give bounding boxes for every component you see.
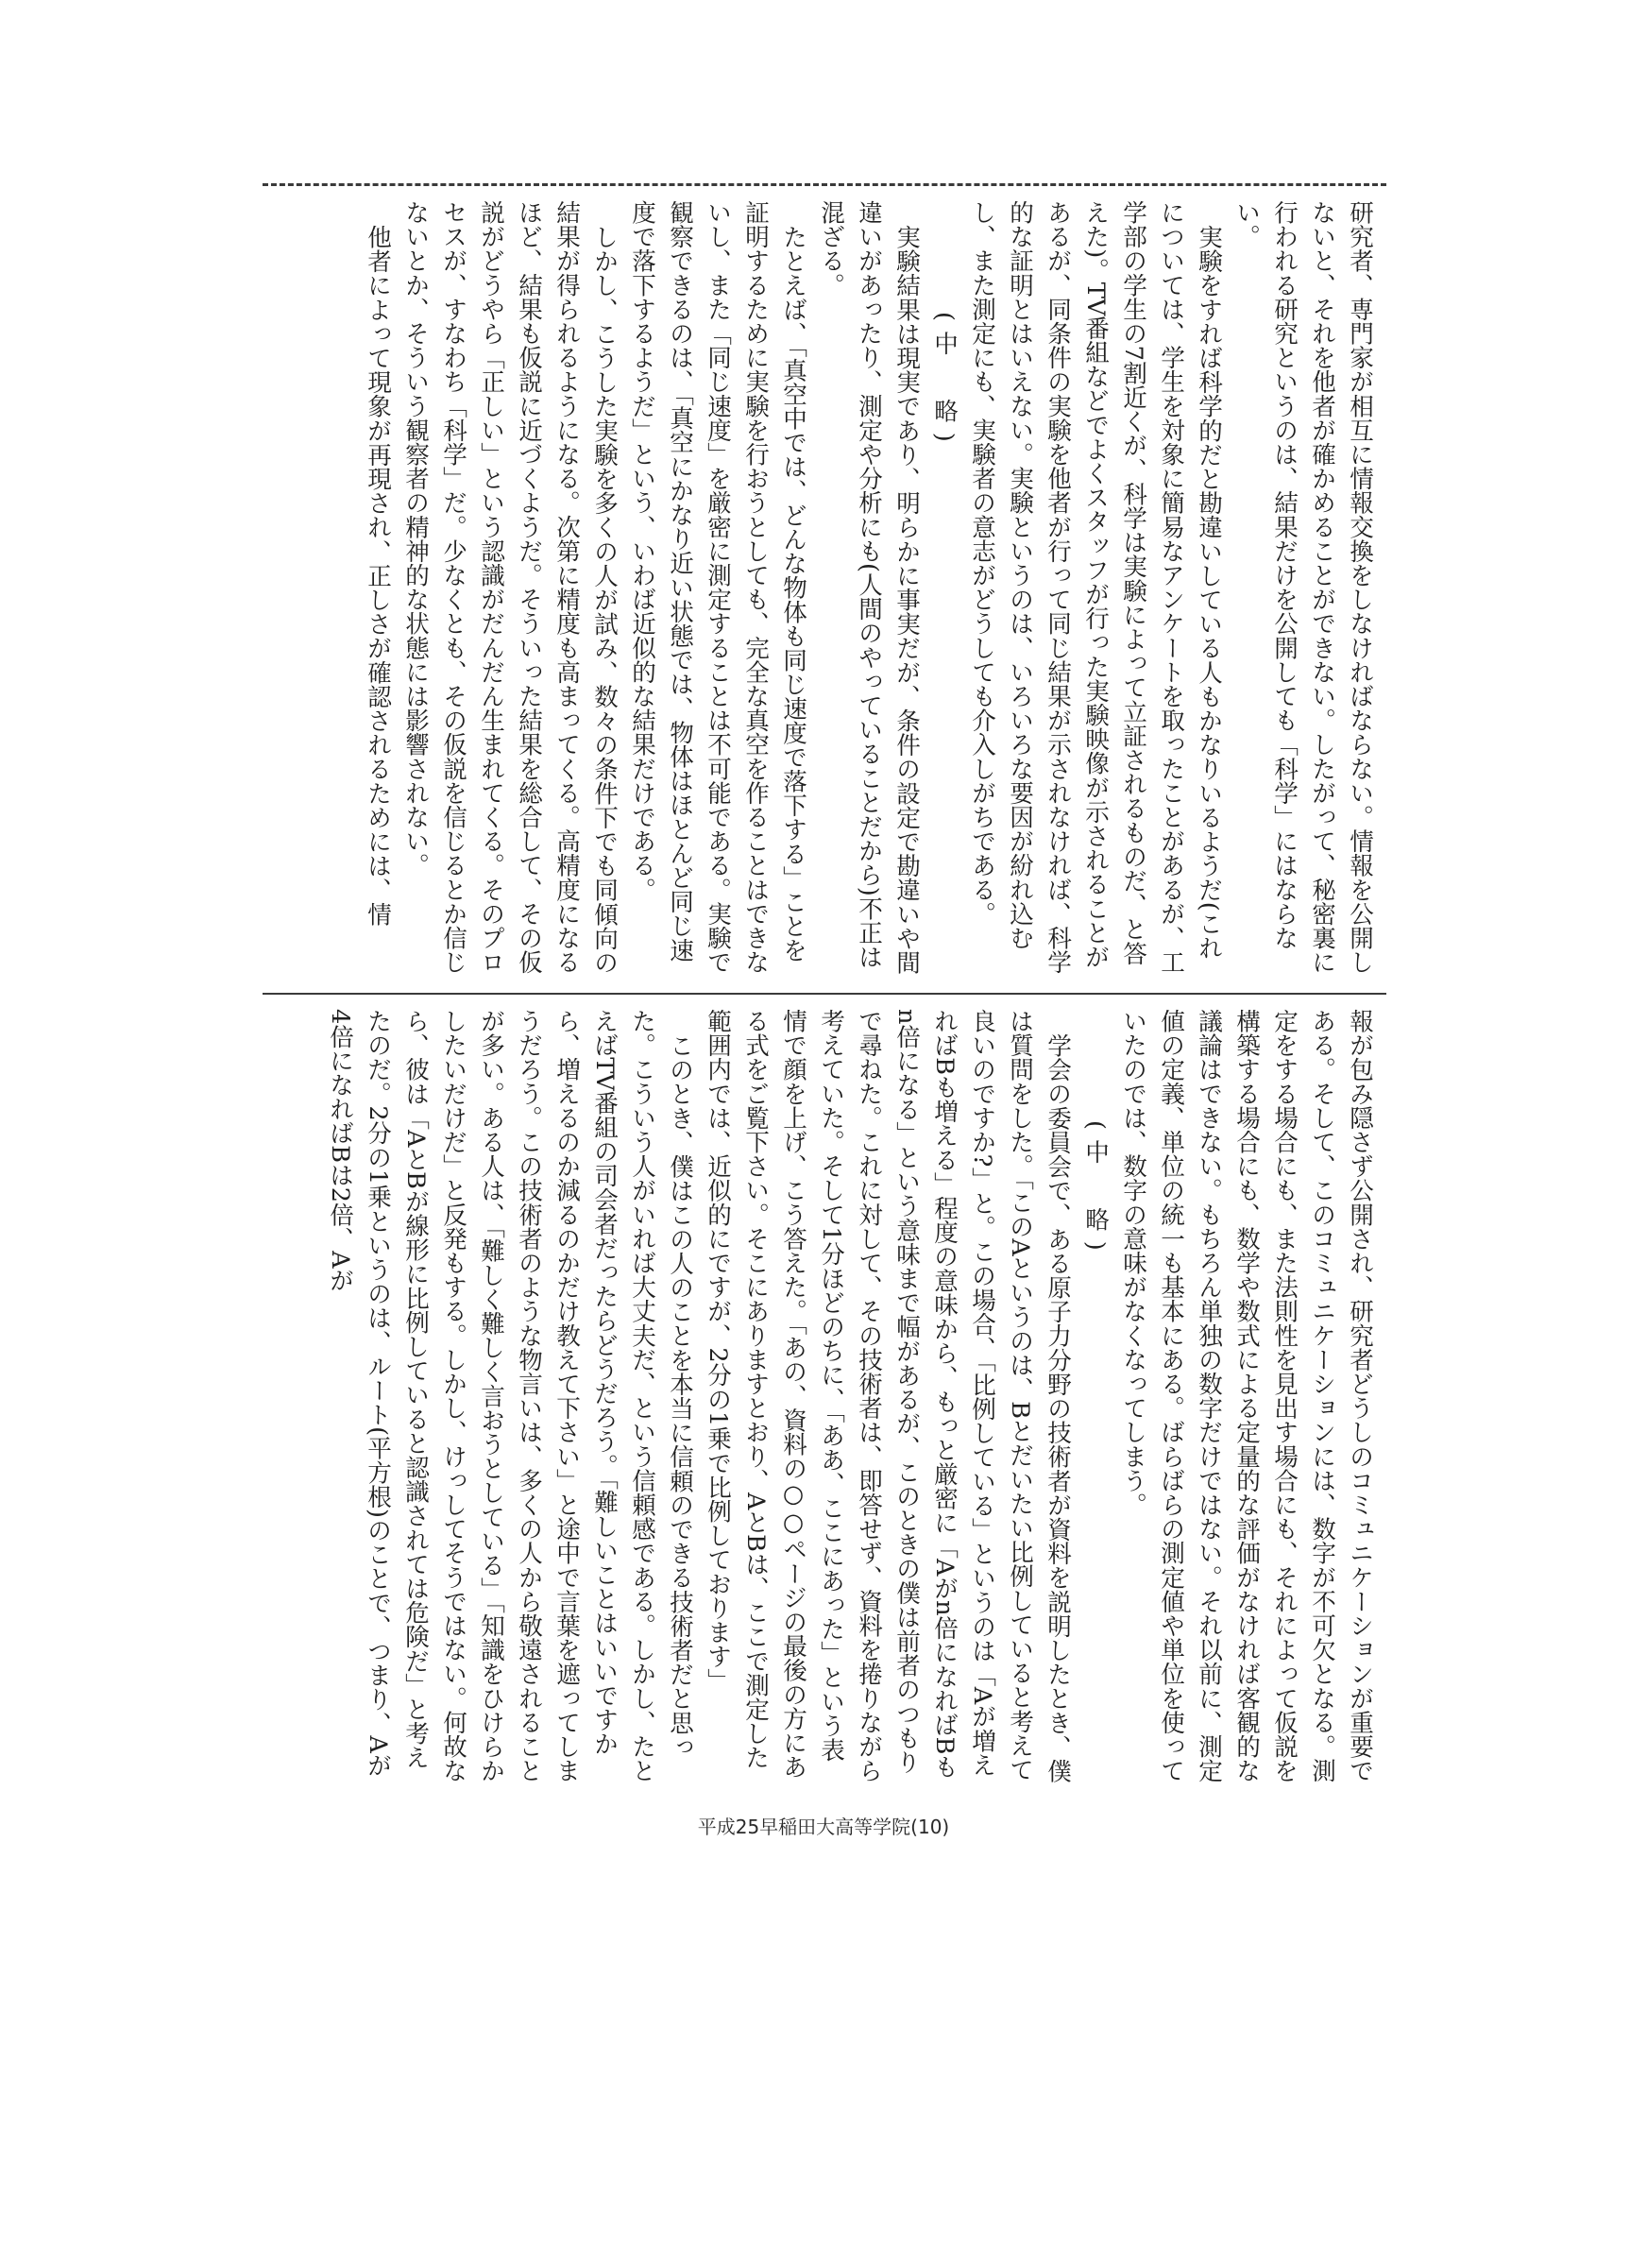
paragraph: 研究者、専門家が相互に情報交換をしなければならない。情報を公開しないと、それを他者が確かめることができない。したがって、秘密裏に行われる研究というのは、結果だけを公開しても「科学」にはならない。 bbox=[1232, 200, 1374, 975]
paragraph: このとき、僕はこの人のことを本当に信頼のできる技術者だと思った。こういう人がいれば大丈夫だ、という信頼感である。しかし、たとえばTV番組の司会者だったらどうだろう。「難しいことはいいですから、増えるのか減るのかだけ教えて下さい」と途中で言葉を遮ってしまうだろう。この技術者のような物言いは、多くの人から敬遠されることが多い。ある人は、「難しく難しく言おうとしている」「知識をひけらかしたいだけだ」と反発もする。しかし、けっしてそうではない。何故なら、彼は「AとBが線形に比例していると認識されては危険だ」と考えたのだ。2分の1乗というのは、ルート(平方根)のことで、つまり、Aが4倍になればBは2倍、Aが bbox=[326, 1009, 694, 1783]
lower-text-section bbox=[283, 1009, 1379, 1783]
paragraph: 実験をすれば科学的だと勘違いしている人もかなりいるようだ(これについては、学生を対象に簡易なアンケートを取ったことがあるが、工学部の学生の7割近くが、科学は実験によって立証されるものだ、と答えた)。TV番組などでよくスタッフが行った実験映像が示されることがあるが、同条件の実験を他者が行って同じ結果が示されなければ、科学的な証明とはいえない。実験というのは、いろいろな要因が紛れ込むし、また測定にも、実験者の意志がどうしても介入しがちである。 bbox=[968, 200, 1223, 975]
paragraph: 実験結果は現実であり、明らかに事実だが、条件の設定で勘違いや間違いがあったり、測定や分析にも(人間のやっていることだから)不正は混ざる。 bbox=[817, 200, 921, 975]
paragraph: 報が包み隠さず公開され、研究者どうしのコミュニケーションが重要である。そして、このコミュニケーションには、数字が不可欠となる。測定をする場合にも、また法則性を見出す場合にも、それによって仮説を構築する場合にも、数学や数式による定量的な評価がなければ客観的な議論はできない。もちろん単独の数字だけではない。それ以前に、測定値の定義、単位の統一も基本にある。ばらばらの測定値や単位を使っていたのでは、数字の意味がなくなってしまう。 bbox=[1119, 1009, 1374, 1783]
middle-divider-rule bbox=[263, 993, 1386, 995]
top-dashed-rule bbox=[263, 183, 1386, 186]
paragraph: 学会の委員会で、ある原子力分野の技術者が資料を説明したとき、僕は質問をした。「このAというのは、Bとだいたい比例していると考えて良いのですか?」と。この場合、「比例している」というのは「Aが増えればBも増える」程度の意味から、もっと厳密に「Aがn倍になればBもn倍になる」という意味まで幅があるが、このときの僕は前者のつもりで尋ねた。これに対して、その技術者は、即答せず、資料を捲りながら考えていた。そして1分ほどのちに、「ああ、ここにあった」という表情で顔を上げ、こう答えた。「あの、資料の○○ページの最後の方にある式をご覧下さい。そこにありますとおり、AとBは、ここで測定した範囲内では、近似的にですが、2分の1乗で比例しております」 bbox=[704, 1009, 1072, 1783]
paragraph: たとえば、「真空中では、どんな物体も同じ速度で落下する」ことを証明するために実験を行おうとしても、完全な真空を作ることはできないし、また「同じ速度」を厳密に測定することは不可能である。実験で観察できるのは、「真空にかなり近い状態では、物体はほとんど同じ速度で落下するようだ」という、いわば近似的な結果だけである。 bbox=[628, 200, 807, 975]
page-footer: 平成25早稲田大高等学院(10) bbox=[697, 1816, 950, 1838]
paragraph: 他者によって現象が再現され、正しさが確認されるためには、情 bbox=[364, 224, 392, 926]
omission-mark: (中 略) bbox=[930, 311, 959, 452]
paragraph: しかし、こうした実験を多くの人が試み、数々の条件下でも同傾向の結果が得られるようになる。次第に精度も高まってくる。高精度になるほど、結果も仮説に近づくようだ。そういった結果を総合して、その仮説がどうやら「正しい」という認識がだんだん生まれてくる。そのプロセスが、すなわち「科学」だ。少なくとも、その仮説を信じるとか信じないとか、そういう観察者の精神的な状態には影響されない。 bbox=[401, 200, 619, 975]
omission-mark: (中 略) bbox=[1081, 1119, 1110, 1260]
upper-text-section bbox=[283, 200, 1379, 975]
